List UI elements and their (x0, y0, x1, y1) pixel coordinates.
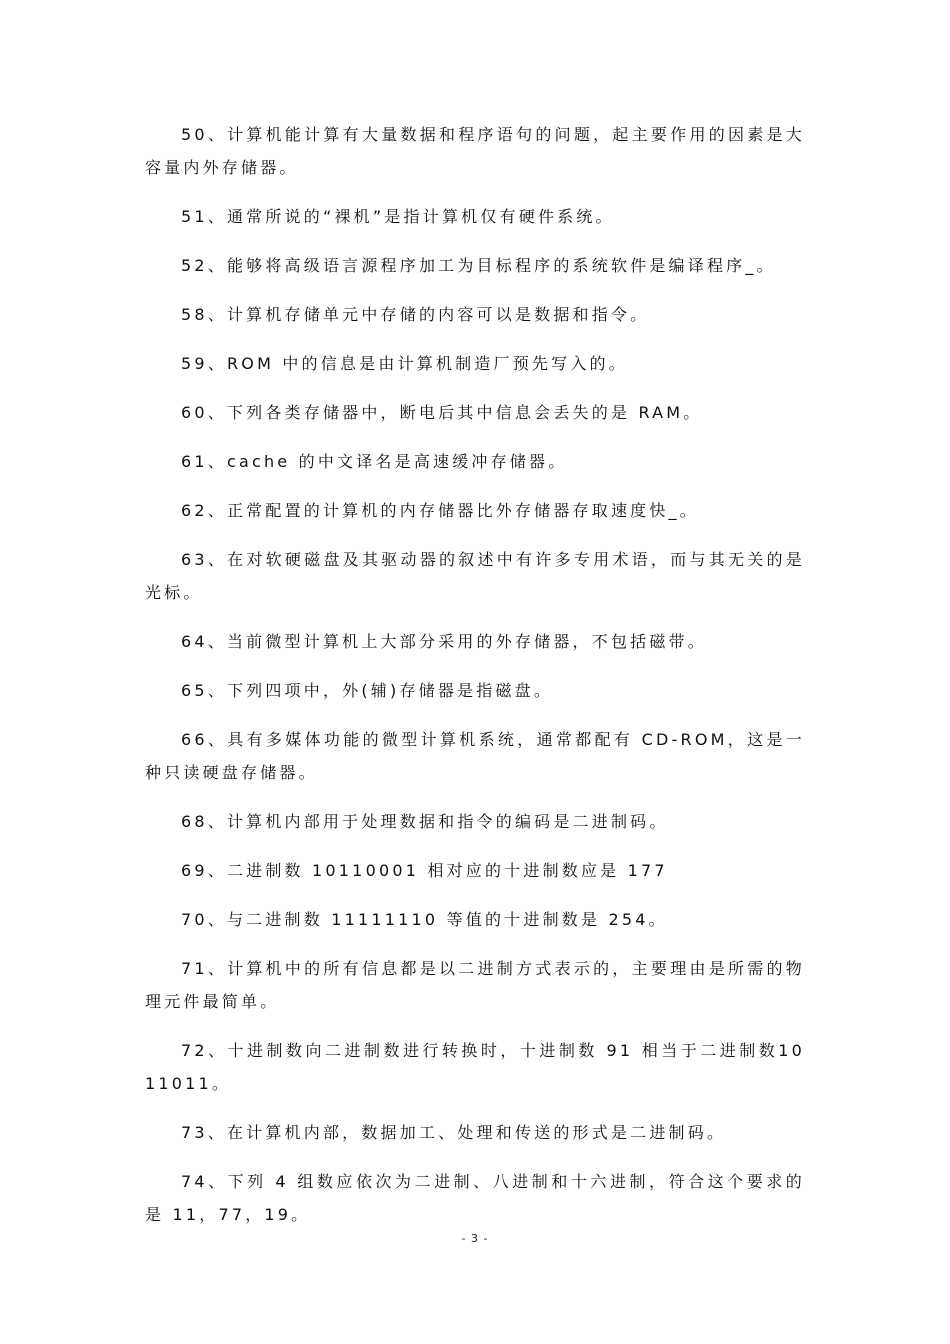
question-71: 71、计算机中的所有信息都是以二进制方式表示的，主要理由是所需的物理元件最简单。 (145, 959, 805, 1011)
question-59: 59、ROM 中的信息是由计算机制造厂预先写入的。 (181, 354, 628, 373)
question-60: 60、下列各类存储器中，断电后其中信息会丢失的是 RAM。 (181, 403, 703, 422)
question-73: 73、在计算机内部，数据加工、处理和传送的形式是二进制码。 (181, 1123, 727, 1142)
question-66: 66、具有多媒体功能的微型计算机系统，通常都配有 CD-ROM，这是一种只读硬盘存储器。 (145, 730, 805, 782)
question-64: 64、当前微型计算机上大部分采用的外存储器，不包括磁带。 (181, 632, 707, 651)
question-69: 69、二进制数 10110001 相对应的十进制数应是 177 (181, 861, 668, 880)
question-58: 58、计算机存储单元中存储的内容可以是数据和指令。 (181, 305, 650, 324)
question-61: 61、cache 的中文译名是高速缓冲存储器。 (181, 452, 568, 471)
question-51: 51、通常所说的“裸机”是指计算机仅有硬件系统。 (181, 207, 615, 226)
question-list (145, 118, 805, 1247)
question-50: 50、计算机能计算有大量数据和程序语句的问题，起主要作用的因素是大容量内外存储器。 (145, 125, 805, 177)
page-number: - 3 - (461, 1232, 489, 1245)
question-74: 74、下列 4 组数应依次为二进制、八进制和十六进制，符合这个要求的是 11，77，19。 (145, 1172, 805, 1224)
question-68: 68、计算机内部用于处理数据和指令的编码是二进制码。 (181, 812, 669, 831)
question-52: 52、能够将高级语言源程序加工为目标程序的系统软件是编译程序_。 (181, 256, 776, 275)
question-70: 70、与二进制数 11111110 等值的十进制数是 254。 (181, 910, 668, 929)
question-65: 65、下列四项中，外(辅)存储器是指磁盘。 (181, 681, 554, 700)
question-62: 62、正常配置的计算机的内存储器比外存储器存取速度快_。 (181, 501, 699, 520)
question-72: 72、十进制数向二进制数进行转换时，十进制数 91 相当于二进制数1011011。 (145, 1041, 805, 1093)
question-63: 63、在对软硬磁盘及其驱动器的叙述中有许多专用术语，而与其无关的是光标。 (145, 550, 805, 602)
